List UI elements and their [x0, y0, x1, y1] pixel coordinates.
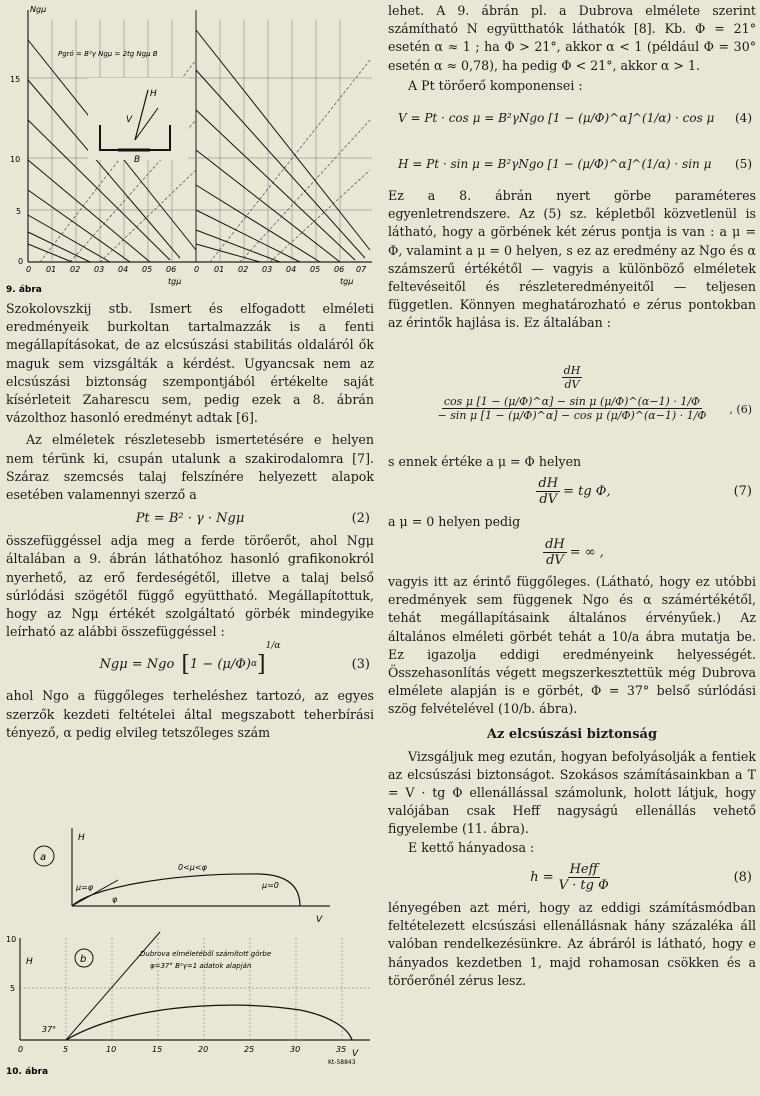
equation-8-num: Heff	[569, 862, 598, 878]
fig9-x-axis-label-a: tgμ	[168, 277, 182, 286]
equation-6-rhs	[436, 395, 709, 422]
fig9-xtick-b: 0	[194, 265, 200, 274]
inset-b-label: B	[134, 155, 141, 165]
fig9-xtick-b: 02	[238, 265, 249, 274]
fig9-y-axis-label: Ngμ	[30, 5, 47, 14]
fig9-ytick-15: 15	[10, 75, 21, 84]
fig10-caption: 10. ábra	[6, 1067, 49, 1077]
equation-7-num: dH	[538, 476, 559, 492]
fig10b-note-1: Dubrova elméletéből számított görbe	[140, 950, 272, 958]
fig9-x-axis-label-b: tgμ	[340, 277, 354, 286]
fig9-caption: 9. ábra	[6, 285, 42, 295]
fig9-xtick-a: 02	[70, 265, 81, 274]
fig10b-angle: 37°	[42, 1025, 57, 1034]
equation-8-den: V · tg Φ	[558, 878, 609, 894]
equation-5-body: H = Pt · sin μ = B²γNgo [1 − (μ/Φ)^α]^(1/α) · sin μ	[398, 157, 712, 172]
equation-7b	[388, 531, 756, 573]
equation-6-den: − sin μ [1 − (μ/Φ)^α] − cos μ (μ/Φ)^(α−1) · 1/Φ	[437, 408, 707, 422]
fig10a-label: a	[40, 852, 47, 863]
fig9-xtick-a: 05	[142, 265, 153, 274]
fig10b-label: b	[80, 954, 87, 965]
equation-8-number: (8)	[733, 870, 752, 886]
inset-h-label: H	[150, 89, 157, 99]
right-column	[388, 0, 756, 990]
fig9-xtick-a: 01	[46, 265, 57, 274]
right-paragraph-8: E kettő hányadosa :	[408, 839, 535, 855]
fig10b-xtick: 5	[63, 1045, 69, 1054]
equation-2	[6, 504, 374, 532]
equation-7-body: = tg Φ,	[563, 484, 611, 500]
equation-4-number: (4)	[735, 111, 752, 126]
fig9-xtick-b: 06	[334, 265, 345, 274]
equation-6-lhs-den: dV	[564, 377, 580, 391]
equation-7b-den: dV	[546, 552, 564, 568]
equation-5	[388, 141, 756, 187]
inset-v-label: V	[126, 115, 133, 125]
figure-9	[0, 0, 378, 300]
fig9-xtick-a: 06	[166, 265, 177, 274]
left-paragraph-1: Szokolovszkij stb. Ismert és elfogadott elméleti eredményeik burkoltan tartalmazzák is a fenti megállapításokat, de az elcsúszási stabilitás oldaláról ők maguk sem vizsgálták a kérdést. Ugyancsak nem az elcsúszási biztonság szempontjából értékelte saját kísérleteit Zaharescu sem, pedig ezek a 8. ábrán vázolthoz hasonló eredményt adtak [6].	[6, 301, 374, 426]
equation-6-number: , (6)	[729, 402, 752, 416]
equation-3-number: (3)	[351, 656, 370, 672]
fig10b-xtick: 0	[18, 1045, 24, 1054]
fig10b-stamp: Kt-58843	[328, 1059, 356, 1066]
equation-3-pow: 1/α	[265, 641, 281, 652]
left-paragraph-2: Az elméletek részletesebb ismertetésére e helyen nem térünk ki, csupán utalunk a szakirodalomra [7]. Száraz szemcsés talaj felszínére helyezett alapok esetében valamennyi szerző a	[6, 432, 374, 503]
fig9-xtick-b: 01	[214, 265, 225, 274]
equation-3: Ngμ = Ngo [ 1 − (μ/Φ) α ] 1/α (3)	[99, 641, 370, 677]
fig10b-xtick: 15	[152, 1045, 163, 1054]
equation-8	[388, 857, 756, 899]
fig9-xtick-b: 07	[356, 265, 367, 274]
equation-7-number: (7)	[733, 484, 752, 500]
fig9-ytick-5: 5	[16, 207, 22, 216]
equation-8-lhs: h =	[530, 870, 554, 886]
fig10b-xtick: 20	[198, 1045, 209, 1054]
right-paragraph-1: lehet. A 9. ábrán pl. a Dubrova elmélete szerint számítható N együtthatók láthatók [8]. Kb. Φ = 21° esetén α ≈ 1 ; ha Φ > 21°, akkor α < 1 (például Φ = 30° esetén α ≈ 0,78), ha pedig Φ < 21°, akkor α > 1.	[388, 3, 756, 73]
equation-5-number: (5)	[735, 157, 752, 172]
fig10a-phi: φ	[112, 895, 118, 904]
fig10b-xtick: 35	[336, 1045, 347, 1054]
fig9-ytick-10: 10	[10, 155, 21, 164]
equation-6-num: cos μ [1 − (μ/Φ)^α] − sin μ (μ/Φ)^(α−1) · 1/Φ	[443, 394, 701, 408]
equation-4-body: V = Pt · cos μ = B²γNgo [1 − (μ/Φ)^α]^(1/α) · cos μ	[398, 111, 715, 126]
figure-10	[0, 818, 378, 1094]
fig9-ytick-0: 0	[18, 257, 24, 266]
equation-3-lhs: Ngμ = Ngo	[99, 656, 175, 672]
fig9-xtick-a: 03	[94, 265, 105, 274]
fig10b-y-mid: 5	[10, 984, 16, 993]
right-paragraph-6: vagyis itt az érintő függőleges. (Látható, hogy ez utóbbi eredmények sem függenek Ngo és α számértékétől, tehát megállapításaink általános érvényűek.) Az általános elméleti görbét tehát a 10/a ábra mutatja be. Ez igazolja eddigi eredményeink helyességét. Összehasonlítás végett megszerkesztettük még Dubrova elmélete alapján is e görbét, Φ = 37° belső súrlódási szög felvételével (10/b. ábra).	[388, 574, 756, 717]
fig10b-x-label: V	[352, 1049, 359, 1059]
fig10b-xtick: 30	[290, 1045, 301, 1054]
fig10b-y-label: H	[26, 957, 33, 967]
equation-7	[388, 471, 756, 513]
right-paragraph-9: lényegében azt méri, hogy az eddigi számításmódban feltételezett elcsúszási ellenállásnak hány százaléka áll valóban rendelkezésünkre. Az ábráról is látható, hogy e hányados kezdetben 1, majd rohamosan csökken és a törőerőnél zérus lesz.	[388, 899, 756, 988]
fig9-xtick-b: 05	[310, 265, 321, 274]
equation-7-den: dV	[539, 492, 558, 508]
fig9-xtick-a: 04	[118, 265, 129, 274]
equation-3-exp: α	[250, 659, 258, 670]
fig9-xtick-b: 04	[286, 265, 297, 274]
equation-7b-num: dH	[545, 536, 565, 552]
left-paragraph-3: összefüggéssel adja meg a ferde törőerőt, ahol Ngμ általában a 9. ábrán láthatóhoz hasonló grafikonokról nyerhető, az erő ferdeségétől, illetve a talaj belső súrlódási szögétől függő együttható. Megállapítottuk, hogy az Ngμ értékét szolgáltató görbék mindegyike leírható az alábbi összefüggéssel :	[6, 533, 374, 640]
equation-6-lhs	[562, 364, 583, 391]
equation-2-body: Pt = B² · γ · Ngμ	[135, 510, 245, 526]
equation-4	[388, 95, 756, 141]
fig10a-mu-phi: μ=φ	[76, 883, 94, 892]
fig10b-y-top: 10	[6, 935, 17, 944]
right-paragraph-2: A Pt törőerő komponensei :	[408, 77, 583, 93]
fig9-formula: Pgró = B²γ Ngμ = 2tg Ngμ B	[58, 50, 158, 58]
equation-6-lhs-num: dH	[563, 363, 581, 377]
section-heading: Az elcsúszási biztonság	[486, 726, 658, 742]
right-paragraph-3: Ez a 8. ábrán nyert görbe paraméteres egyenletrendszere. Az (5) sz. képletből közvetlenül is látható, hogy a görbének két zérus pontja is van : a μ = Φ, valamint a μ = 0 helyen, s ez az eredmény az Ngo és α számszerű értékétől — vagyis a különböző elméletek feltevéseitől és részleteredményeitől — teljesen független. Könnyen meghatározható e zérus pontokban az érintők hajlása is. Ez általában :	[388, 188, 756, 331]
right-paragraph-7: Vizsgáljuk meg ezután, hogyan befolyásolják a fentiek az elcsúszási biztonságot. Szokásos számításainkban a T = V · tg Φ ellenállással számolunk, holott látjuk, hogy valójában csak Heff nagyságú ellenállás vehető figyelembe (11. ábra).	[388, 748, 756, 837]
fig9-xtick-a: 0	[26, 265, 32, 274]
equation-7b-body: = ∞ ,	[569, 544, 604, 560]
fig10b-note-2: φ=37° B²γ=1 adatok alapján	[150, 962, 252, 970]
right-paragraph-4: s ennek értéke a μ = Φ helyen	[388, 453, 582, 469]
right-paragraph-5: a μ = 0 helyen pedig	[388, 513, 521, 529]
fig10a-zero: μ=0	[262, 881, 279, 890]
equation-3-body: 1 − (μ/Φ)	[189, 656, 251, 672]
fig10b-xtick: 25	[244, 1045, 255, 1054]
fig10a-x-label: V	[316, 915, 323, 925]
fig10b-xtick: 10	[106, 1045, 117, 1054]
equation-6	[388, 333, 756, 453]
fig9-xtick-b: 03	[262, 265, 273, 274]
fig10a-mid: 0<μ<φ	[178, 863, 207, 872]
fig10a-y-label: H	[78, 833, 85, 843]
equation-2-number: (2)	[351, 510, 370, 526]
left-paragraph-4: ahol Ngo a függőleges terheléshez tartozó, az egyes szerzők kezdeti feltételei által megszabott teherbírási tényező, α pedig elvileg tetszőleges szám	[6, 688, 374, 740]
